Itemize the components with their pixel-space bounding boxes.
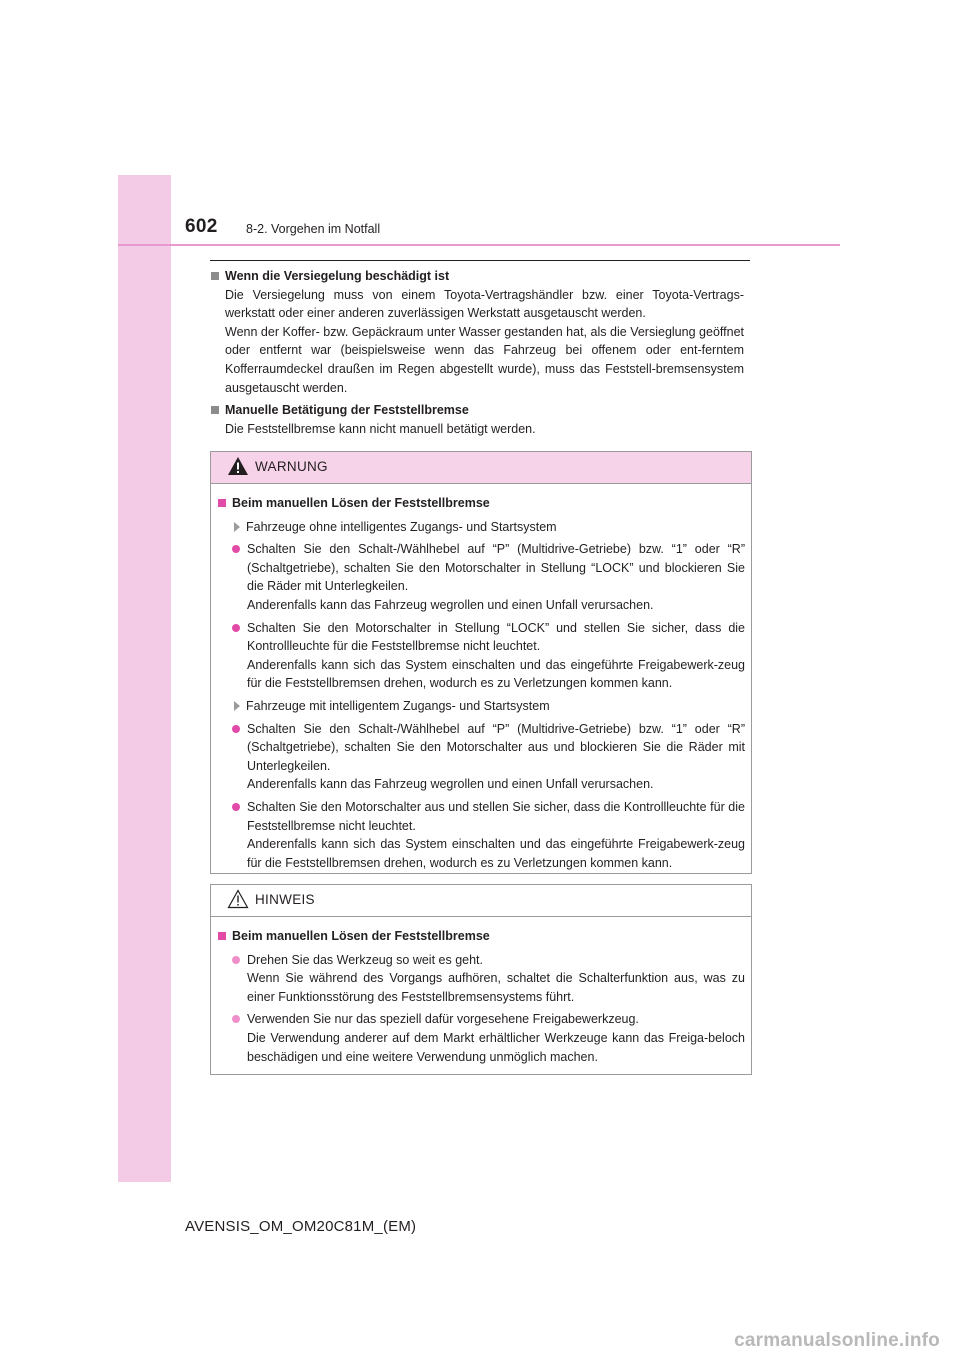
side-band <box>118 175 171 1182</box>
dot-bullet-icon <box>232 725 240 733</box>
section-heading: Wenn die Versiegelung beschädigt ist <box>210 267 744 286</box>
warning-box <box>210 451 752 874</box>
warning-title: WARNUNG <box>255 459 328 474</box>
header-rule <box>118 244 840 246</box>
dot-bullet-icon <box>232 545 240 553</box>
caution-triangle-icon <box>227 889 249 909</box>
section-title: 8-2. Vorgehen im Notfall <box>246 222 381 236</box>
paragraph: Wenn der Koffer- bzw. Gepäckraum unter Wasser gestanden hat, als die Versieglung geöffnet oder entfernt war (beispielsweise wenn das Fahrzeug bei offenem oder ent-ferntem Kofferraumdeckel draußen im Regen abgestellt wurde), muss das Feststell-bremsensystem ausgetauscht werden. <box>225 324 744 395</box>
notice-box <box>210 884 752 1075</box>
bullet-item: Verwenden Sie nur das speziell dafür vorgesehene Freigabewerkzeug. Die Verwendung anderer auf dem Markt erhältlicher Werkzeuge kann das Freiga-beloch beschädigen und eine weitere Verwendung unmöglich machen. <box>217 1010 745 1066</box>
square-bullet-icon <box>211 272 219 280</box>
arrow-icon <box>234 522 240 532</box>
notice-heading: Beim manuellen Lösen der Feststellbremse <box>217 927 745 946</box>
section-paragraphs <box>210 286 744 398</box>
notice-title: HINWEIS <box>255 892 315 907</box>
square-bullet-icon <box>218 932 226 940</box>
warning-header <box>211 452 751 484</box>
section-sealing <box>210 267 744 397</box>
square-bullet-icon <box>211 406 219 414</box>
notice-header <box>211 885 751 917</box>
watermark: carmanualsonline.info <box>734 1330 940 1351</box>
dot-bullet-icon <box>232 624 240 632</box>
page-number: 602 <box>185 216 218 237</box>
square-bullet-icon <box>218 499 226 507</box>
dot-bullet-icon <box>232 1015 240 1023</box>
notice-body <box>211 917 751 1078</box>
dot-bullet-icon <box>232 803 240 811</box>
bullet-item: Schalten Sie den Schalt-/Wählhebel auf “P” (Multidrive-Getriebe) bzw. “1” oder “R” (Schaltgetriebe), schalten Sie den Motorschalter aus und blockieren Sie die Räder mit Unterlegkeilen. Anderenfalls kann das Fahrzeug wegrollen und einen Unfall verursachen. <box>217 720 745 794</box>
paragraph: Die Versiegelung muss von einem Toyota-Vertragshändler bzw. einer Toyota-Vertrags-werkstatt oder einer anderen zuverlässigen Werkstatt ausgetauscht werden. <box>225 287 744 321</box>
warning-triangle-icon <box>227 456 249 476</box>
bullet-item: Schalten Sie den Motorschalter aus und stellen Sie sicher, dass die Kontrollleuchte für die Feststellbremse nicht leuchtet. Anderenfalls kann sich das System einschalten und das eingeführte Freigabewerk-zeug für die Feststellbremsen drehen, wodurch es zu Verletzungen kommen kann. <box>217 798 745 872</box>
bullet-item: Schalten Sie den Schalt-/Wählhebel auf “P” (Multidrive-Getriebe) bzw. “1” oder “R” (Schaltgetriebe), schalten Sie den Motorschalter in Stellung “LOCK” und blockieren Sie die Räder mit Unterlegkeilen. Anderenfalls kann das Fahrzeug wegrollen und einen Unfall verursachen. <box>217 540 745 614</box>
content-rule <box>210 260 750 261</box>
paragraph: Die Feststellbremse kann nicht manuell betätigt werden. <box>225 421 536 436</box>
warning-body <box>211 484 751 884</box>
section-paragraphs <box>210 420 744 439</box>
bullet-item: Drehen Sie das Werkzeug so weit es geht. Wenn Sie während des Vorgangs aufhören, schaltet die Schalterfunktion aus, was zu einer Funktionsstörung des Feststellbremsensystems führt. <box>217 951 745 1007</box>
bullet-item: Schalten Sie den Motorschalter in Stellung “LOCK” und stellen Sie sicher, dass die Kontrollleuchte für die Feststellbremse nicht leuchtet. Anderenfalls kann sich das System einschalten und das eingeführte Freigabewerk-zeug für die Feststellbremsen drehen, wodurch es zu Verletzungen kommen kann. <box>217 619 745 693</box>
document-code: AVENSIS_OM_OM20C81M_(EM) <box>185 1218 417 1235</box>
warning-heading: Beim manuellen Lösen der Feststellbremse <box>217 494 745 513</box>
section-heading: Manuelle Betätigung der Feststellbremse <box>210 401 744 420</box>
dot-bullet-icon <box>232 956 240 964</box>
arrow-icon <box>234 701 240 711</box>
section-manual-operation <box>210 401 744 438</box>
sub-heading: Fahrzeuge ohne intelligentes Zugangs- und Startsystem <box>217 518 745 537</box>
sub-heading: Fahrzeuge mit intelligentem Zugangs- und Startsystem <box>217 697 745 716</box>
